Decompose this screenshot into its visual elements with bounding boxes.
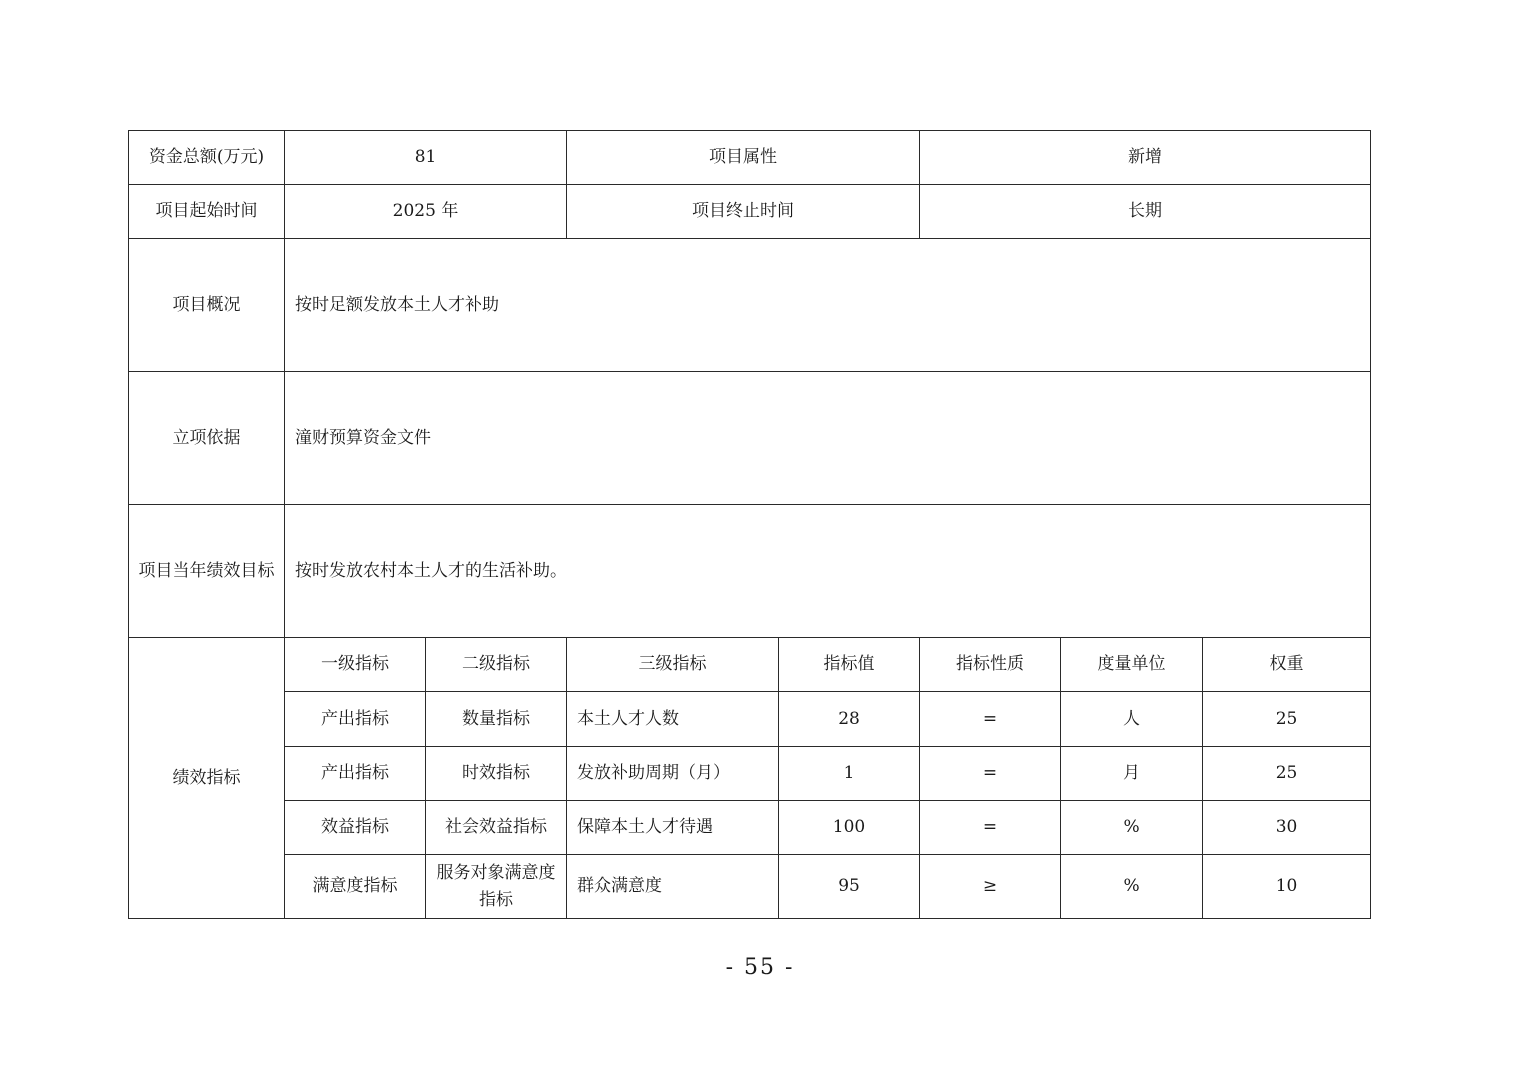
table-row [129, 239, 1371, 372]
cell-level2: 服务对象满意度指标 [426, 855, 567, 919]
cell-level2: 数量指标 [426, 692, 567, 747]
table-row [129, 185, 1371, 239]
cell-nature: = [920, 692, 1061, 747]
header-nature: 指标性质 [920, 638, 1061, 692]
goal-label: 项目当年绩效目标 [129, 505, 285, 638]
header-value: 指标值 [779, 638, 920, 692]
page-number: - 55 - [725, 955, 795, 980]
cell-unit: 人 [1061, 692, 1203, 747]
table-row [129, 131, 1371, 185]
attribute-label: 项目属性 [567, 131, 920, 185]
cell-level3: 本土人才人数 [567, 692, 779, 747]
cell-level2: 时效指标 [426, 747, 567, 801]
cell-weight: 25 [1203, 692, 1371, 747]
cell-level2: 社会效益指标 [426, 801, 567, 855]
header-unit: 度量单位 [1061, 638, 1203, 692]
cell-unit: % [1061, 855, 1203, 919]
cell-nature: = [920, 747, 1061, 801]
indicator-row [129, 801, 1371, 855]
end-time-value: 长期 [920, 185, 1371, 239]
overview-label: 项目概况 [129, 239, 285, 372]
cell-weight: 30 [1203, 801, 1371, 855]
start-time-label: 项目起始时间 [129, 185, 285, 239]
indicator-header-row [129, 638, 1371, 692]
basis-label: 立项依据 [129, 372, 285, 505]
cell-unit: 月 [1061, 747, 1203, 801]
indicators-section-label: 绩效指标 [129, 638, 285, 919]
total-funds-label: 资金总额(万元) [129, 131, 285, 185]
cell-value: 95 [779, 855, 920, 919]
goal-value: 按时发放农村本土人才的生活补助。 [285, 505, 1371, 638]
cell-nature: = [920, 801, 1061, 855]
cell-level3: 群众满意度 [567, 855, 779, 919]
indicator-row [129, 855, 1371, 919]
indicator-row [129, 692, 1371, 747]
attribute-value: 新增 [920, 131, 1371, 185]
cell-level1: 产出指标 [285, 692, 426, 747]
header-level1: 一级指标 [285, 638, 426, 692]
cell-weight: 10 [1203, 855, 1371, 919]
start-time-value: 2025 年 [285, 185, 567, 239]
table-row [129, 505, 1371, 638]
cell-value: 1 [779, 747, 920, 801]
indicator-row [129, 747, 1371, 801]
overview-value: 按时足额发放本土人才补助 [285, 239, 1371, 372]
table-row [129, 372, 1371, 505]
header-level2: 二级指标 [426, 638, 567, 692]
cell-level1: 产出指标 [285, 747, 426, 801]
header-level3: 三级指标 [567, 638, 779, 692]
cell-value: 28 [779, 692, 920, 747]
cell-nature: ≥ [920, 855, 1061, 919]
cell-level1: 满意度指标 [285, 855, 426, 919]
project-performance-table [128, 130, 1371, 919]
cell-level1: 效益指标 [285, 801, 426, 855]
header-weight: 权重 [1203, 638, 1371, 692]
cell-weight: 25 [1203, 747, 1371, 801]
end-time-label: 项目终止时间 [567, 185, 920, 239]
total-funds-value: 81 [285, 131, 567, 185]
basis-value: 潼财预算资金文件 [285, 372, 1371, 505]
cell-unit: % [1061, 801, 1203, 855]
cell-value: 100 [779, 801, 920, 855]
cell-level3: 保障本土人才待遇 [567, 801, 779, 855]
cell-level3: 发放补助周期（月） [567, 747, 779, 801]
